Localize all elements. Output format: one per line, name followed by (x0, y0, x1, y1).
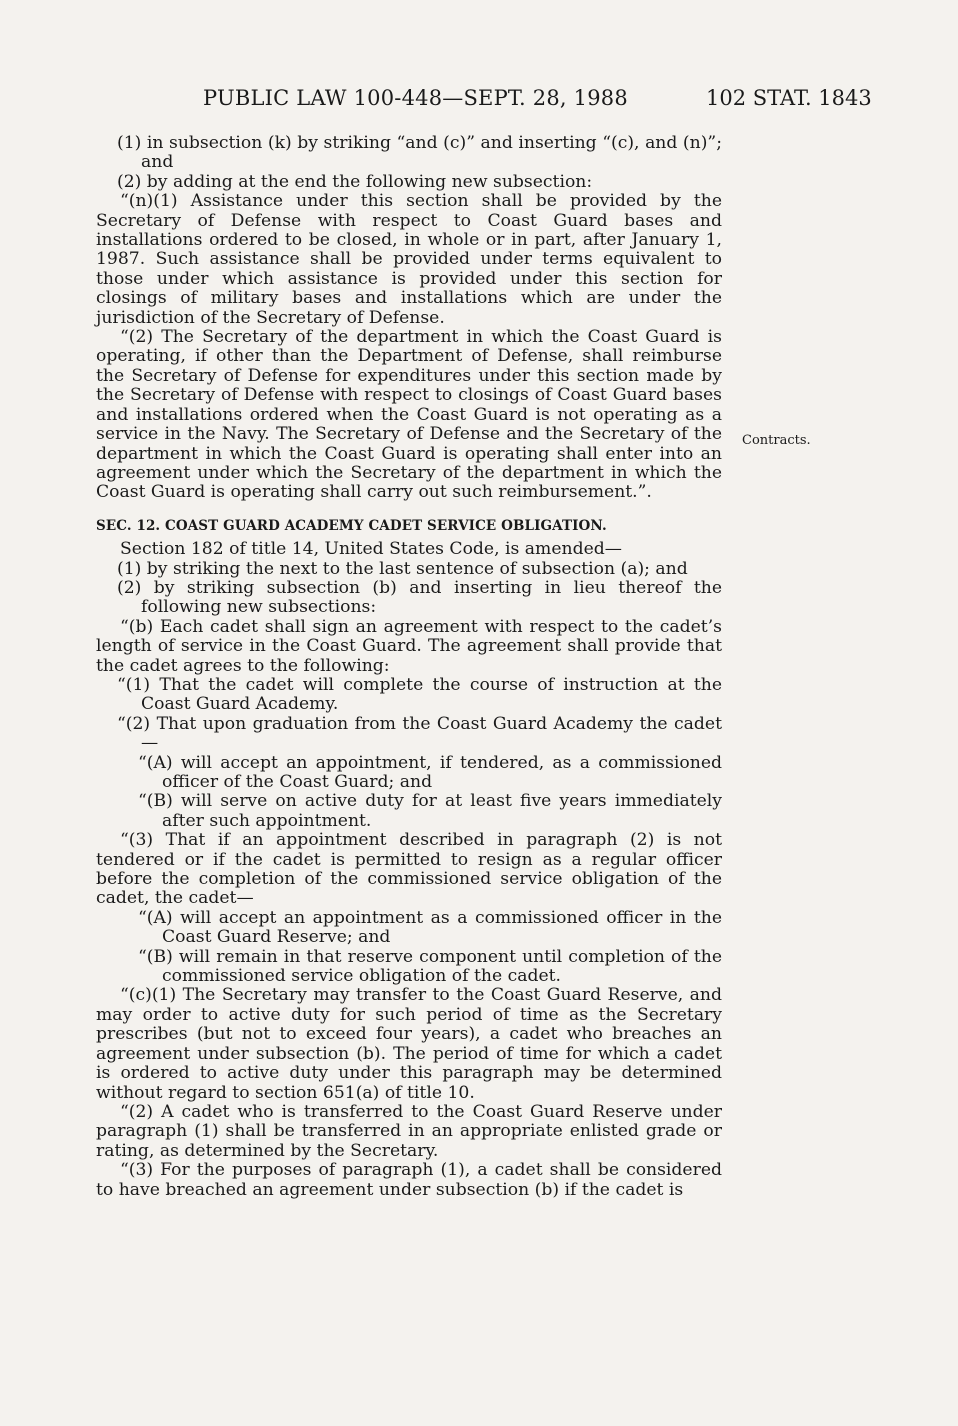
paragraph: “(B) will remain in that reserve component until completion of the commissioned service obligation of the cadet. (138, 946, 722, 987)
page-header-stat: 102 STAT. 1843 (706, 86, 872, 110)
document-body (96, 134, 722, 1200)
paragraph: “(3) For the purposes of paragraph (1), a cadet shall be considered to have breached an agreement under subsection (b) if the cadet is (96, 1160, 722, 1200)
paragraph: “(2) That upon graduation from the Coast Guard Academy the cadet— (117, 713, 722, 754)
paragraph: (1) in subsection (k) by striking “and (c)” and inserting “(c), and (n)”; and (117, 133, 722, 173)
paragraph: “(2) A cadet who is transferred to the Coast Guard Reserve under paragraph (1) shall be transferred in an appropriate enlisted grade or rating, as determined by the Secretary. (96, 1101, 722, 1161)
paragraph: “(1) That the cadet will complete the course of instruction at the Coast Guard Academy. (117, 674, 722, 715)
paragraph: (2) by adding at the end the following new subsection: (117, 171, 593, 192)
paragraph: “(B) will serve on active duty for at least five years immediately after such appointment. (138, 791, 722, 831)
paragraph: (1) by striking the next to the last sentence of subsection (a); and (117, 558, 688, 579)
marginal-note: Contracts. (742, 433, 811, 448)
paragraph: “(b) Each cadet shall sign an agreement with respect to the cadet’s length of service in the Coast Guard. The agreement shall provide that the cadet agrees to the following: (96, 616, 722, 676)
paragraph: “(c)(1) The Secretary may transfer to the Coast Guard Reserve, and may order to active duty for such period of time as the Secretary prescribes (but not to exceed four years), a cadet who breaches an agreement under subsection (b). The period of time for which a cadet is ordered to active duty under this paragraph may be determined without regard to section 651(a) of title 10. (96, 985, 722, 1103)
paragraph: “(A) will accept an appointment as a commissioned officer in the Coast Guard Reserve; and (138, 907, 722, 948)
page-header-title: PUBLIC LAW 100-448—SEPT. 28, 1988 (203, 86, 628, 110)
paragraph: “(n)(1) Assistance under this section shall be provided by the Secretary of Defense with respect to Coast Guard bases and installations ordered to be closed, in whole or in part, after January 1, 1987. Such assistance shall be provided under terms equivalent to those under which assistance is provided under this section for closings of military bases and installations which are under the jurisdiction of the Secretary of Defense. (96, 191, 722, 328)
paragraph: “(A) will accept an appointment, if tendered, as a commissioned officer of the Coast Guard; and (138, 752, 722, 792)
section-heading: SEC. 12. COAST GUARD ACADEMY CADET SERVICE OBLIGATION. (96, 517, 607, 534)
paragraph: “(3) That if an appointment described in paragraph (2) is not tendered or if the cadet is permitted to resign as a regular officer before the completion of the commissioned service obligation of the cadet, the cadet— (96, 830, 722, 909)
paragraph: (2) by striking subsection (b) and inserting in lieu thereof the following new subsections: (117, 577, 722, 618)
paragraph: “(2) The Secretary of the department in which the Coast Guard is operating, if other than the Department of Defense, shall reimburse the Secretary of Defense for expenditures under this section made by the Secretary of Defense with respect to closings of Coast Guard bases and installations ordered when the Coast Guard is not operating as a service in the Navy. The Secretary of Defense and the Secretary of the department in which the Coast Guard is operating shall enter into an agreement under which the Secretary of the department in which the Coast Guard is operating shall carry out such reimbursement.”. (96, 327, 722, 503)
paragraph: Section 182 of title 14, United States Code, is amended— (120, 539, 622, 560)
